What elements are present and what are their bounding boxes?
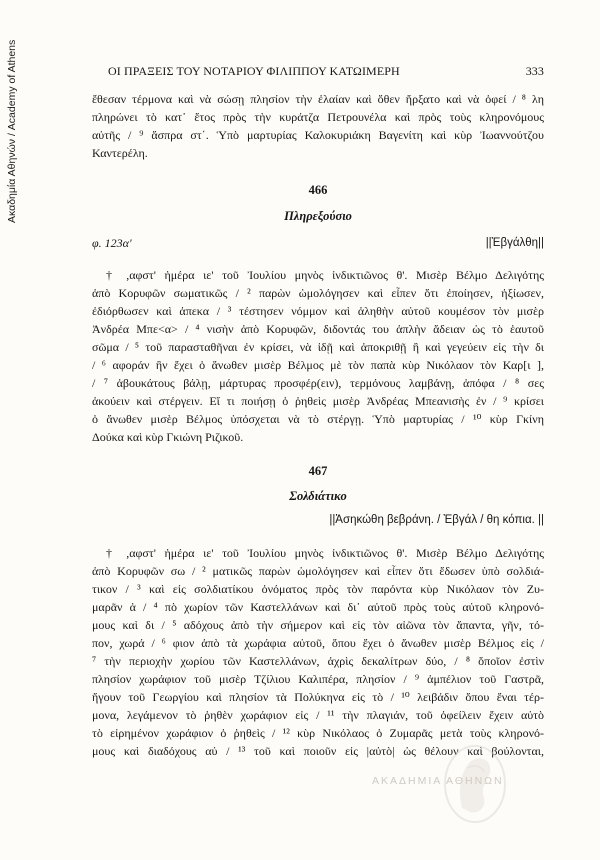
text-line: † ,αφστ' ἡμέρα ιε' τοῦ Ἰουλίου μηνὸς ἰνδικτιῶνος θ'. Μισὲρ Βέλμο Δελιγότης [106,546,544,560]
text-line: σῶμα / ⁵ τοῦ παρασταθῆναι ἐν κρίσει, νὰ ἰδῇ καὶ ἀποκριθῇ ἢ καὶ γεγεύειν εἰς τὴν δι [92,340,544,354]
text-line: τικον / ³ καὶ εἰς σολδιατίκου ὀνόματος πρὸς τὸν παρόντα κὺρ Νικόλαον τὸν Ζυ- [92,582,544,596]
text-line: ἀκούειν καὶ στέργειν. Εἴ τι ποιήσῃ ὁ ῥηθεὶς μισὲρ Ἀνδρέας Μπεανισὴς ἐν / ⁹ κρίσει [92,394,544,408]
page-header [92,64,544,80]
text-line: πληρώνει τὸ κατ᾿ ἔτος πρὸς τὴν κυράτζα Πετρουνέλα καὶ πρὸς τοὺς κληρονόμους [92,110,544,124]
text-line: ἀπὸ Κορυφῶν σωματικῶς / ² παρὼν ὡμολόγησεν καὶ εἶπεν ὅτι ἐποίησεν, ἠξίωσεν, [92,286,544,300]
running-title: ΟΙ ΠΡΑΞΕΙΣ ΤΟΥ ΝΟΤΑΡΙΟΥ ΦΙΛΙΠΠΟΥ ΚΑΤΩΙΜΕΡΗ [108,64,400,78]
document-466-text [92,266,544,446]
text-line: Καντερέλη. [92,146,148,160]
text-line: ἔθεσαν τέρμονα καὶ νὰ σώσῃ πλησίον τὴν ἐλαίαν καὶ ὅθεν ἤρξατο καὶ νὰ ὀφεί / ⁸ λη [92,92,544,106]
document-466-margin-note: ||Ἐβγάλθη|| [485,237,544,249]
text-line: μονα, λεγάμενον τὸ ῥηθὲν χωράφιον εἰς / ¹¹ τὴν πλαγιάν, τοῦ ὀφείλειν ἔχειν αὐτὸ [92,708,544,722]
text-line: μους καὶ δι / ⁵ αδόχους ἀπὸ τὴν σήμερον καὶ εἰς τὸν αἰῶνα τὸν ἅπαντα, γῆν, τό- [92,618,544,632]
text-line: † ,αφστ' ἡμέρα ιε' τοῦ Ἰουλίου μηνὸς ἰνδικτιῶνος θ'. Μισὲρ Βέλμο Δελιγότης [106,268,544,282]
text-line: ⁷ τὴν περιοχὴν χωρίου τῶν Καστελλάνων, ἀχρὶς δεκαλίτρων δύο, / ⁸ ὅποῖον ἐστὶν [92,654,544,668]
document-466-number: 466 [308,183,328,197]
document-467-text [92,544,544,760]
document-467-number: 467 [308,464,328,478]
page-number: 333 [525,64,544,78]
text-line: ἐδιόρθωσεν καὶ ἀπεκα / ³ τέστησεν νόμμον καὶ ἀληθὴν αὐτοῦ κουμέσον τὸν μισὲρ [92,304,544,318]
text-line: πον, χωρά / ⁶ φιον ἀπὸ τὰ χωράφια αὐτοῦ, ὅπου ἔχει ὁ ἄνωθεν μισὲρ Βέλμος εἰς / [92,636,544,650]
text-line: ἤγουν τοῦ Γεωργίου καὶ πλησίον τὰ Πολύκηνα εἰς τὸ / ¹⁰ λειβάδιν ὅπου ἔναι τέρ- [92,690,544,704]
text-line: Ἀνδρέα Μπε<α> / ⁴ νισὴν ἀπὸ Κορυφῶν, διδοντάς του ἀπλὴν ἄδειαν ὡς τὸ ἑαυτοῦ [92,322,544,336]
text-line: Δούκα καὶ κὺρ Γκιώνη Ριζικοῦ. [92,430,244,444]
text-line: ὁ ἄνωθεν μισὲρ Βέλμος ὑπόσχεται νὰ τὸ στέργῃ. Ὑπὸ μαρτυρίας / ¹⁰ κὺρ Γκίνη [92,412,544,426]
document-466-title: Πληρεξούσιο [284,209,352,223]
text-line: / ⁷ ἀβουκάτους βάλῃ, μάρτυρας προσφέρ(ειν), τερμόνους λαμβάνῃ, ἀπόφα / ⁸ σες [92,376,544,390]
document-467-margin-note: ||Ἀσηκώθη βεβράνη. / Ἐβγάλ / θη κόπια. || [329,514,544,526]
document-467-title: Σολδιάτικο [289,489,347,503]
text-line: ἀπὸ Κορυφῶν σω / ² ματικῶς παρὼν ὡμολόγησεν καὶ εἶπεν ὅτι ἔδωσεν ὑπὸ σολδιά- [92,564,544,578]
text-line: τὸ εἰρημένον χωράφιον ὁ ῥηθεὶς / ¹² κὺρ Νικόλαος ὁ Ζυμαρᾶς μετὰ τοὺς κληρονό- [92,726,544,740]
text-line: αὐτῆς / ⁹ ἄσπρα στ΄. Ὑπὸ μαρτυρίας Καλοκυριάκη Βαγενίτη καὶ κὺρ Ἰωαννούτζου [92,128,544,142]
text-line: πλησίον χωράφιον τοῦ μισὲρ Τζίλιου Καλιπέρα, πλησίον / ⁹ ἀμπέλιον τοῦ Γαστρᾶ, [92,672,544,686]
text-line: μους καὶ διαδόχους αὐ / ¹³ τοῦ καὶ ποιοῦν εἰς |αὐτὸ| ὡς θέλουν καὶ βούλονται, [92,744,544,758]
archive-side-label: Ακαδημία Αθηνών / Academy of Athens [6,40,18,224]
continuation-paragraph [92,90,544,162]
text-line: μαρᾶν ἁ / ⁴ πὸ χωρίον τῶν Καστελλάνων καὶ δι᾿ αὐτοῦ πρὸς τοὺς αὐτοῦ κληρονό- [92,600,544,614]
academy-watermark-text: ΑΚΑΔΗΜΙΑ ΑΘΗΝΩΝ [372,775,504,787]
text-line: / ⁶ αφοράν ἣν ἔχει ὁ ἄνωθεν μισὲρ Βέλμος μὲ τὸν παπὰ κὺρ Νικόλαον τὸν Καρ[ι ], [92,358,544,372]
folio-reference: φ. 123α' [92,236,132,250]
